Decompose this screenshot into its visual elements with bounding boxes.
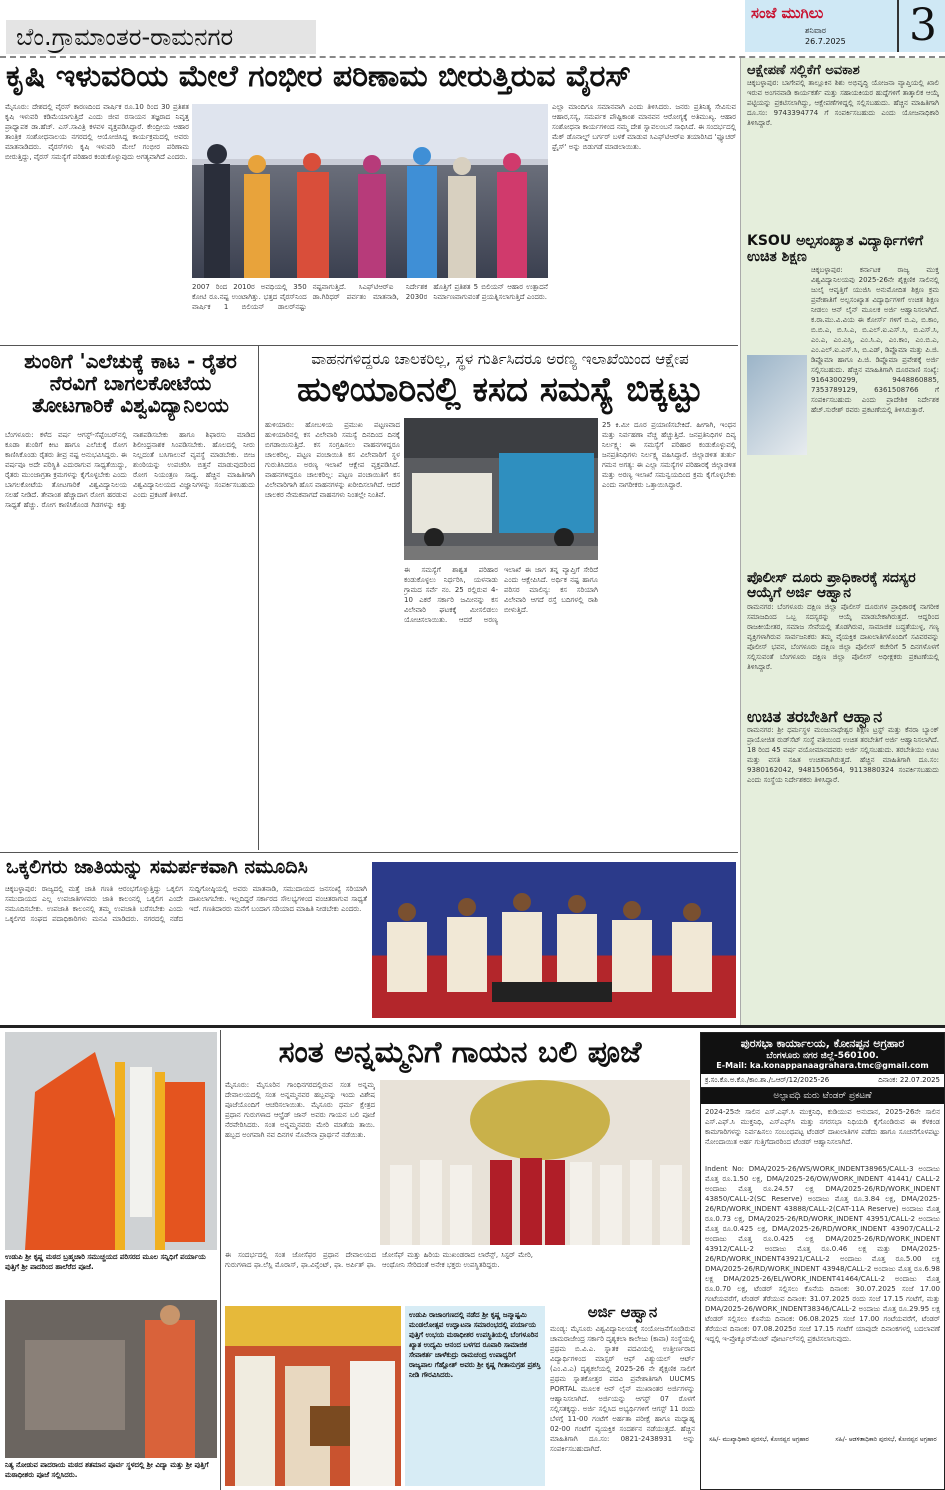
temple-photo [5, 1032, 217, 1250]
article-body: ಎಲ್ಲಾ ಮಾಂದಿಗೂ ಸಮಾನವಾಗಿ ಎಂದು ತಿಳಿಸಿದರು. ಜನರು ಪ್ರತಿನಿತ್ಯ ಸೇವಿಸುವ ಆಹಾರ,ಸಸ್ಯ, ಸಮರ್ಪಕ ಪೌಷ್ಟಿಕಾಂಶ ಮಾನವನ ಆರೋಗ್ಯಕ್ಕೆ ಅತಿಮುಖ್ಯ. ಆಹಾರ ಸಂಶೋಧನಾ ಕಾರ್ಯಗಳಿಂದ ನಮ್ಮ ದೇಶ ಸ್ವಾವಲಂಬನೆ ಸಾಧಿಸಿದೆ. ಈ ಸಂದರ್ಭದಲ್ಲಿ ಮೆಕ್ ಡೊನಾಲ್ಡ್ ಬರ್ಗರ್ ಬಳಕೆ ಮಾಡುವ ಸಿಎಫ್‌ಟಿಆರ್‌ಐ ತಯಾರಿಸಿದ 'ಫ್ಯೂಚರ್ ಫ್ರೈಸ್' ಅನ್ನು ಬಿಡುಗಡೆ ಮಾಡಲಾಯಿತು. [552, 103, 736, 151]
email: E-Mail: ka.konappanaagrahara.tmc@gmail.com [716, 1061, 929, 1070]
photo-caption: ಉಡುಪಿ ರಾಜಾಂಗಣದಲ್ಲಿ ನಡೆದ ಶ್ರೀ ಕೃಷ್ಣ ಜನ್ಮಾಷ್ಟಮಿ ಮಂಡಲೋತ್ಸವ ಉದ್ಘಾಟನಾ ಸಮಾರಂಭದಲ್ಲಿ ಪರ್ಯಾಯ ಪುತ್ತಿಗೆ ಉಭಯ ಮಠಾಧೀಶರ ಉಪಸ್ಥಿತಿಯಲ್ಲಿ ಬೆಂಗಳೂರಿನ ಖ್ಯಾತ ಉದ್ಯಮಿ ಆನಂದ ಬಳಗದ ರೂವಾರಿ ಸಾಮಾಜಿಕ ಸೇವಾಕರ್ತ ಚಾಳೆಕುದ್ರು ರಾಮಚಂದ್ರ ಉಪಾಧ್ಯರಿಗೆ ರಾಜ್ಯಪಾಲ ಗೆಹ್ಲೋತ್ ಅವರು ಶ್ರೀ ಕೃಷ್ಣ ಗೀತಾನುಗ್ರಹ ಪ್ರಶಸ್ತಿ ನೀಡಿ ಗೌರವಿಸಿದರು. [405, 1306, 545, 1486]
shrine-illustration [5, 1032, 217, 1250]
puja-illustration [5, 1300, 217, 1458]
section-title: ಬೆಂ.ಗ್ರಾಮಾಂತರ-ರಾಮನಗರ [6, 20, 316, 54]
garbage-trucks-photo [404, 418, 598, 560]
notice-body: ಚಿಕ್ಕಬಳ್ಳಾಪುರ: ಕರ್ನಾಟಕ ರಾಜ್ಯ ಮುಕ್ತ ವಿಶ್ವವಿದ್ಯಾನಿಲಯವು 2025-26ನೇ ಶೈಕ್ಷಣಿಕ ಸಾಲಿನಲ್ಲಿ ಜುಲೈ ಆವೃತ್ತಿಗೆ ಯುಜಿಸಿ ಅನುಮೋದಿತ ಶಿಕ್ಷಣ ಕ್ರಮ ಪ್ರವೇಶಾತಿಗೆ ಅಲ್ಪಸಂಖ್ಯಾತ ವಿದ್ಯಾರ್ಥಿಗಳಿಗೆ ಉಚಿತ ಶಿಕ್ಷಣ ನೀಡಲು ಆನ್ ಲೈನ್ ಮೂಲಕ ಅರ್ಜಿ ಆಹ್ವಾನಿಸಲಾಗಿದೆ. ಕ.ರಾ.ಮು.ವಿ.ವಿಯ ಈ ಕೋರ್ಸ್ ಗಳಿಗೆ ಬಿ.ಎ, ಬಿ.ಕಾಂ, ಬಿ.ಬಿ.ಎ, ಬಿ.ಸಿ.ಎ, ಬಿ.ಎಲ್.ಐ.ಎಸ್.ಸಿ, ಬಿ.ಎಸ್.ಸಿ, ಎಂ.ಎ, ಎಂ.ಎಸ್ಸಿ, ಎಂ.ಸಿ.ಎ, ಎಂ.ಕಾಂ, ಎಂ.ಬಿ.ಎ, ಎಂ.ಎಲ್.ಐ.ಎಸ್.ಸಿ, ಬಿ.ಎಡ್, ಡಿಪ್ಲೊಮಾ ಮತ್ತು ಪಿ.ಜಿ. ಡಿಪ್ಲೊಮಾ ಹಾಗೂ ಪಿ.ಜಿ. ಡಿಪ್ಲೊಮಾ ಪ್ರವೇಶಕ್ಕೆ ಅರ್ಜಿ ಸಲ್ಲಿಸಬಹುದು. ಹೆಚ್ಚಿನ ಮಾಹಿತಿಗಾಗಿ ದೂರವಾಣಿ ಸಂಖ್ಯೆ: 9164300299, 9448860885, 7353789129, 6361508766 ಗೆ ಸಂಪರ್ಕಿಸಬಹುದು ಎಂದು ಪ್ರಾದೇಶಿಕ ನಿರ್ದೇಶಕ ಹೆಚ್.ಸುರೇಶ್ ರವರು ಪ್ರಕಟಣೆಯಲ್ಲಿ ತಿಳಿಸಿರುತ್ತಾರೆ. [811, 266, 939, 415]
article-body: ಬೆಂಗಳೂರು: ಕಳೆದ ವರ್ಷ ಆಗಸ್ಟ್-ಸೆಪ್ಟೆಂಬರ್‌ನಲ್ಲಿ ಕೂಡಾ ಶುಂಠಿಗೆ ಕೀಟ ಹಾಗೂ ಎಲೆಚುಕ್ಕೆ ರೋಗ ಕಾಣಿಸಿಕೊಂಡು ರೈತರು ತೀವ್ರ ನಷ್ಟ ಅನುಭವಿಸಿದ್ದರು. ಈ ವರ್ಷವೂ ಅದೇ ಪರಿಸ್ಥಿತಿ ಎದುರಾಗುವ ಸಾಧ್ಯತೆಯಿದ್ದು, ರೈತರು ಮುಂಜಾಗ್ರತಾ ಕ್ರಮಗಳನ್ನು ಕೈಗೊಳ್ಳಬೇಕು ಎಂದು ಬಾಗಲಕೋಟೆಯ ತೋಟಗಾರಿಕೆ ವಿಶ್ವವಿದ್ಯಾನಿಲಯ ಸಲಹೆ ನೀಡಿದೆ. ತೇವಾಂಶ ಹೆಚ್ಚಾದಾಗ ರೋಗ ಹರಡುವ ಸಾಧ್ಯತೆ ಹೆಚ್ಚು. ರೋಗ ಕಾಣಿಸಿಕೊಂಡ ಗಿಡಗಳನ್ನು ಕಿತ್ತು ನಾಶಪಡಿಸಬೇಕು ಹಾಗೂ ಶಿಫಾರಸು ಮಾಡಿದ ಶಿಲೀಂಧ್ರನಾಶಕ ಸಿಂಪಡಿಸಬೇಕು. ಹೊಲದಲ್ಲಿ ನೀರು ನಿಲ್ಲದಂತೆ ಬಸಿಗಾಲುವೆ ವ್ಯವಸ್ಥೆ ಮಾಡಬೇಕು. ಬೀಜ ಶುಂಠಿಯನ್ನು ಉಪಚರಿಸಿ ಬಿತ್ತನೆ ಮಾಡುವುದರಿಂದ ರೋಗ ನಿಯಂತ್ರಣ ಸಾಧ್ಯ. ಹೆಚ್ಚಿನ ಮಾಹಿತಿಗಾಗಿ ವಿಶ್ವವಿದ್ಯಾನಿಲಯದ ವಿಜ್ಞಾನಿಗಳನ್ನು ಸಂಪರ್ಕಿಸಬಹುದು ಎಂದು ಪ್ರಕಟಣೆ ತಿಳಿಸಿದೆ. [5, 431, 255, 509]
photo-caption: ನಿತ್ಯ ನೋಡುವ ಪಾದರಾಯ ಮಠದ ಶತಮಾನ ಪೂರ್ವ ಸ್ಥಳದಲ್ಲಿ ಶ್ರೀ ವಿದ್ಯಾ ಮತ್ತು ಶ್ರೀ ಪುತ್ತಿಗೆ ಮಠಾಧೀಶರು ಪೂಜೆ ಸಲ್ಲಿಸಿದರು. [5, 1461, 209, 1479]
article-body: ಮಂಡ್ಯ: ಮೈಸೂರು ವಿಶ್ವವಿದ್ಯಾನಿಲಯಕ್ಕೆ ಸಂಯೋಜನೆಗೊಂಡಿರುವ ಚಾಮರಾಜೇಂದ್ರ ಸರ್ಕಾರಿ ದೃಶ್ಯಕಲಾ ಕಾಲೇಜು (ಕಾವಾ) ಸಂಸ್ಥೆಯಲ್ಲಿ ಪ್ರಥಮ ಬಿ.ವಿ.ಎ. ಸ್ನಾತಕ ಪದವಿಯಲ್ಲಿ ಉತ್ತೀರ್ಣರಾದ ವಿದ್ಯಾರ್ಥಿಗಳಿಂದ ಮಾಸ್ಟರ್ ಆಫ್ ವಿಶ್ಯುಯಲ್ ಆರ್ಟ್ (ಎಂ.ವಿ.ಎ) ದೃಶ್ಯಕಲೆಯಲ್ಲಿ 2025-26 ನೇ ಶೈಕ್ಷಣಿಕ ಸಾಲಿಗೆ ಪ್ರಥಮ ಸ್ನಾತಕೋತ್ತರ ಪದವಿ ಪ್ರವೇಶಾತಿಗಾಗಿ UUCMS PORTAL ಮೂಲಕ ಆನ್ ಲೈನ್ ಮುಖಾಂತರ ಅರ್ಜಿಗಳನ್ನು ಆಹ್ವಾನಿಸಲಾಗಿದೆ. ಅರ್ಜಿಯನ್ನು ಆಗಸ್ಟ್ 07 ರೊಳಗೆ ಸಲ್ಲಿಸತಕ್ಕದ್ದು. ಅರ್ಜಿ ಸಲ್ಲಿಸಿದ ಅಭ್ಯರ್ಥಿಗಳಿಗೆ ಆಗಸ್ಟ್ 11 ರಂದು ಬೆಳಗ್ಗೆ 11-00 ಗಂಟೆಗೆ ಅರ್ಹತಾ ಪರೀಕ್ಷೆ ಹಾಗೂ ಮಧ್ಯಾಹ್ನ 02-00 ಗಂಟೆಗೆ ವ್ಯಯಕ್ತಿಕ ಸಂದರ್ಶನ ನಡೆಯುತ್ತದೆ. ಹೆಚ್ಚಿನ ಮಾಹಿತಿಗಾಗಿ ದೂ.ಸಂ: 0821-2438931 ಅನ್ನು ಸಂಪರ್ಕಿಸಬಹುದಾಗಿದೆ. [550, 1325, 695, 1453]
people-illustration [372, 862, 736, 1018]
divider [0, 852, 738, 853]
headline-okkaligaru: ಒಕ್ಕಲಿಗರು ಜಾತಿಯನ್ನು ಸಮರ್ಪಕವಾಗಿ ನಮೂದಿಸಿ [6, 856, 308, 878]
article-body: ಮೈಸೂರು: ದೇಶದಲ್ಲಿ ವೈರಸ್ ಕಾರಣದಿಂದ ವಾರ್ಷಿಕ ರೂ.10 ರಿಂದ 30 ಪ್ರತಿಶತ ಕೃಷಿ ಇಳುವರಿ ಕಡಿಮೆಯಾಗುತ್ತಿದೆ ಎಂದು ಜೀವ ರಸಾಯನ ತಜ್ಞರಾದ ನಿವೃತ್ತ ಪ್ರಾಧ್ಯಾಪಕ ಡಾ.ಹೆಚ್. ಎಸ್.ಸಾವಿತ್ರಿ ಕಳವಳ ವ್ಯಕ್ತಪಡಿಸಿದ್ದಾರೆ. ಕೇಂದ್ರೀಯ ಆಹಾರ ತಾಂತ್ರಿಕ ಸಂಶೋಧನಾಲಯ ನಗರದಲ್ಲಿ ಆಯೋಜಿಸಿದ್ದ ಕಾರ್ಯಕ್ರಮದಲ್ಲಿ ಅವರು ಮಾತನಾಡಿದರು. ವೈರಸ್‌ಗಳು ಕೃಷಿ ಇಳುವರಿ ಮೇಲೆ ಗಂಭೀರ ಪರಿಣಾಮ ಬೀರುತ್ತಿದ್ದು, ವೈರಸ್ ಸಮಸ್ಯೆಗೆ ಪರಿಹಾರ ಕಂಡುಕೊಳ್ಳುವುದು ಅಗತ್ಯವಾಗಿದೆ ಎಂದರು. [5, 103, 189, 161]
notice-headline: ಪೊಲೀಸ್ ದೂರು ಪ್ರಾಧಿಕಾರಕ್ಕೆ ಸದಸ್ಯರ ಆಯ್ಕೆಗೆ ಅರ್ಜಿ ಆಹ್ವಾನ [747, 570, 916, 602]
event-photo [192, 104, 548, 278]
ref-row [701, 1074, 944, 1088]
article-body: 25 ಕಿ.ಮೀ ದೂರ ಪ್ರಯಾಣಿಸಬೇಕಿದೆ. ಹೀಗಾಗಿ, ಇಂಧನ ಮತ್ತು ನಿರ್ವಹಣಾ ವೆಚ್ಚ ಹೆಚ್ಚುತ್ತಿದೆ. ಜನಪ್ರತಿನಿಧಿಗಳ ದಿವ್ಯ ನಿರ್ಲಕ್ಷ್ಯ: ಈ ಸಮಸ್ಯೆಗೆ ಪರಿಹಾರ ಕಂಡುಕೊಳ್ಳುವಲ್ಲಿ ಜನಪ್ರತಿನಿಧಿಗಳು ನಿರ್ಲಕ್ಷ್ಯ ವಹಿಸಿದ್ದಾರೆ. ಜಿಲ್ಲಾಡಳಿತ ತುರ್ತು ಗಮನ ಅಗತ್ಯ: ಈ ಎಲ್ಲಾ ಸಮಸ್ಯೆಗಳ ಪರಿಹಾರಕ್ಕೆ ಜಿಲ್ಲಾಡಳಿತ ಮತ್ತು ಅರಣ್ಯ ಇಲಾಖೆ ಸಮನ್ವಯದಿಂದ ಕ್ರಮ ಕೈಗೊಳ್ಳಬೇಕು ಎಂದು ನಾಗರೀಕರು ಒತ್ತಾಯಿಸಿದ್ದಾರೆ. [602, 421, 736, 489]
notice-headline: ಉಚಿತ ತರಬೇತಿಗೆ ಆಹ್ವಾನ [747, 706, 883, 726]
article-body: ಮೈಸೂರು: ಮೈಸೂರಿನ ಗಾಂಧಿನಗರದಲ್ಲಿರುವ ಸಂತ ಅನ್ನಮ್ಮ ದೇವಾಲಯದಲ್ಲಿ ಸಂತ ಅನ್ನಮ್ಮನವರ ಹಬ್ಬವನ್ನು ಇಂದು ವಿಶೇಷ ಪೂಜೆಯೊಂದಿಗೆ ಆಚರಿಸಲಾಯಿತು. ಮೈಸೂರು ಧರ್ಮ ಕ್ಷೇತ್ರದ ಪ್ರಧಾನ ಗುರುಗಳಾದ ಆಲ್ಫ್ರೆಡ್ ಜಾನ್ ಅವರು ಗಾಯನ ಬಲಿ ಪೂಜೆ ನೆರವೇರಿಸಿದರು. ಸಂತ ಅನ್ನಮ್ಮನವರು ಮೇರಿ ಮಾತೆಯ ತಾಯಿ. ಹಬ್ಬದ ಅಂಗವಾಗಿ ನವ ದಿನಗಳ ನೊವೇನಾ ಪ್ರಾರ್ಥನೆ ನಡೆಯಿತು. [225, 1081, 375, 1139]
ref-number: ಕ್ರ.ಸಂ.ಕೊ.ಅ.ಕೊ./ಕಾಂ.ಶಾ./ಒಆರ್/12/2025-26 [705, 1076, 830, 1084]
press-meet-photo [372, 862, 736, 1018]
laptop-photo [747, 355, 807, 455]
kicker: ವಾಹನಗಳಿದ್ದರೂ ಚಾಲಕರಿಲ್ಲ, ಸ್ಥಳ ಗುರ್ತಿಸಿದರೂ ಅರಣ್ಯ ಇಲಾಖೆಯಿಂದ ಆಕ್ಷೇಪ [311, 350, 689, 368]
district: ಬೆಂಗಳೂರು ನಗರ ಜಿಲ್ಲೆ-560100. [766, 1051, 879, 1061]
headline-ginger: ಶುಂಠಿಗೆ 'ಎಲೆಚುಕ್ಕೆ ಕಾಟ - ರೈತರ ನೆರವಿಗೆ ಬಾಗಲಕೋಟೆಯ ತೋಟಗಾರಿಕೆ ವಿಶ್ವವಿದ್ಯಾನಿಲಯ [24, 349, 237, 417]
notice-headline: KSOU ಅಲ್ಪಸಂಖ್ಯಾತ ವಿದ್ಯಾರ್ಥಿಗಳಿಗೆ ಉಚಿತ ಶಿಕ್ಷಣ [747, 233, 924, 265]
article-body: ಈ ಸಂದರ್ಭದಲ್ಲಿ ಸಂತ ಜೋಸೆಫರ ಪ್ರಧಾನ ದೇವಾಲಯದ ಗುರುಗಳಾದ ಫಾ.ಲೆಸ್ಲಿ ಮೊರಾಸ್, ಫಾ.ವಿನ್ಸೆಂಟ್, ಫಾ. ಅರ್ಪಿತ್ ಫಾ. ಜೋಸೆಫ್ ಮತ್ತು ಹಿರಿಯ ಮುಖಂಡರಾದ ಲಾರೆನ್ಸ್, ಸಿಸ್ಟರ್ ಮೇರಿ, ಆಂಥೋನಿ ಸೇರಿದಂತೆ ಅನೇಕ ಭಕ್ತರು ಉಪಸ್ಥಿತರಿದ್ದರು. [225, 1251, 533, 1269]
tender-notice [700, 1032, 945, 1490]
headline-arji: ಅರ್ಜಿ ಆಹ್ವಾನ [587, 1303, 658, 1321]
congregation-illustration [380, 1080, 690, 1245]
headline-virus: ಕೃಷಿ ಇಳುವರಿಯ ಮೇಲೆ ಗಂಭೀರ ಪರಿಣಾಮ ಬೀರುತ್ತಿರುವ ವೈರಸ್ [6, 59, 632, 94]
notice-body: ರಾಮನಗರ: ಶ್ರೀ ಧರ್ಮಸ್ಥಳ ಮಂಜುನಾಥೇಶ್ವರ ಶಿಕ್ಷಣ ಟ್ರಸ್ಟ್ ಮತ್ತು ಕೆನರಾ ಬ್ಯಾಂಕ್ ಪ್ರಾಯೋಜಿತ ರುಡ್‌ಸೆಟ್ ಸಂಸ್ಥೆ ವತಿಯಿಂದ ಉಚಿತ ತರಬೇತಿಗೆ ಅರ್ಜಿ ಆಹ್ವಾನಿಸಲಾಗಿದೆ. 18 ರಿಂದ 45 ವರ್ಷ ವಯೋಮಾನದವರು ಅರ್ಜಿ ಸಲ್ಲಿಸಬಹುದು. ತರಬೇತಿಯು ಊಟ ಮತ್ತು ವಸತಿ ಸಹಿತ ಉಚಿತವಾಗಿರುತ್ತದೆ. ಹೆಚ್ಚಿನ ಮಾಹಿತಿಗಾಗಿ ದೂ.ಸಂ: 9380162042, 9481506564, 9113880324 ಸಂಪರ್ಕಿಸಬಹುದು ಎಂದು ಸಂಸ್ಥೆಯ ನಿರ್ದೇಶಕರು ತಿಳಿಸಿದ್ದಾರೆ. [747, 726, 939, 785]
date: 26.7.2025 [805, 37, 846, 46]
divider [0, 1025, 945, 1028]
article-body: 2007 ರಿಂದ 2010ರ ಅವಧಿಯಲ್ಲಿ 350 ಕೋಟಿ ರೂ.ನಷ್ಟ ಉಂಟಾಗಿತ್ತು. ಭತ್ತದ ವೈರಸ್‌ನಿಂದ ವಾರ್ಷಿಕ 1 ಬಿಲಿಯನ್ ಡಾಲರ್‌ನಷ್ಟು ನಷ್ಟವಾಗುತ್ತಿದೆ. ಸಿಎಫ್‌ಟಿಆರ್‌ಐ ನಿರ್ದೇಶಕ ಡಾ.ಗಿರಿಧರ್ ಪರ್ವತಂ ಮಾತನಾಡಿ, 2030ರ ಹೊತ್ತಿಗೆ ಪ್ರತಿಶತ 5 ಬಿಲಿಯನ್ ಆಹಾರ ಉತ್ಪಾದನೆ ನಿರ್ಮಾಣವಾಗುವಂತೆ ಪ್ರಯತ್ನಿಸಲಾಗುತ್ತಿದೆ ಎಂದರು. [192, 283, 548, 311]
article-body: ಹುಳಿಯಾರು: ಹೋಬಳಿಯ ಪ್ರಮುಖ ಪಟ್ಟಣವಾದ ಹುಳಿಯಾರಿನಲ್ಲಿ ಕಸ ವಿಲೇವಾರಿ ಸಮಸ್ಯೆ ದಿನದಿಂದ ದಿನಕ್ಕೆ ಬಿಗಡಾಯಿಸುತ್ತಿದೆ. ಕಸ ಸಂಗ್ರಹಿಸಲು ವಾಹನಗಳಿದ್ದರೂ ಚಾಲಕರಿಲ್ಲ. ಪಟ್ಟಣ ಪಂಚಾಯಿತಿ ಕಸ ವಿಲೇವಾರಿಗೆ ಸ್ಥಳ ಗುರುತಿಸಿದರೂ ಅರಣ್ಯ ಇಲಾಖೆ ಆಕ್ಷೇಪ ವ್ಯಕ್ತಪಡಿಸಿದೆ. ವಾಹನಗಳಿದ್ದರೂ ಚಾಲಕರಿಲ್ಲ: ಪಟ್ಟಣ ಪಂಚಾಯಿತಿಗೆ ಕಸ ವಿಲೇವಾರಿಗಾಗಿ ಹೊಸ ವಾಹನಗಳನ್ನು ಖರೀದಿಸಲಾಗಿದೆ. ಆದರೆ ಚಾಲಕರ ನೇಮಕವಾಗದೆ ವಾಹನಗಳು ನಿಂತಲ್ಲೇ ನಿಂತಿವೆ. [265, 421, 400, 499]
photo-caption: ಉಡುಪಿ ಶ್ರೀ ಕೃಷ್ಣ ಮಠದ ಬ್ರಹ್ಮಚಾರಿ ಸಮುಚ್ಚಯದ ಪರಿಸರದ ಮೂಲ ಸನ್ನಿಧಿಗೆ ಪರ್ಯಾಯ ಪುತ್ತಿಗೆ ಶ್ರೀ ಪಾದರಿಂದ ಹಾಲೆರೆದ ಪೂಜೆ. [5, 1253, 206, 1271]
article-body: ಚಿಕ್ಕಬಳ್ಳಾಪುರ: ರಾಜ್ಯದಲ್ಲಿ ಮತ್ತೆ ಜಾತಿ ಗಣತಿ ಆರಂಭಗೊಳ್ಳುತ್ತಿದ್ದು ಒಕ್ಕಲಿಗ ಸಮುದಾಯದ ಎಲ್ಲ ಉಪಜಾತಿಗಳವರು ಜಾತಿ ಕಾಲಂನಲ್ಲಿ ಒಕ್ಕಲಿಗ ಎಂದೇ ನಮೂದಿಸಬೇಕು. ಉಪಜಾತಿ ಕಾಲಂನಲ್ಲಿ ತಮ್ಮ ಉಪಜಾತಿ ಬರೆಸಬೇಕು ಎಂದು ಒಕ್ಕಲಿಗರ ಸಂಘದ ಪದಾಧಿಕಾರಿಗಳು ಮನವಿ ಮಾಡಿದರು. ನಗರದಲ್ಲಿ ನಡೆದ ಸುದ್ದಿಗೋಷ್ಠಿಯಲ್ಲಿ ಅವರು ಮಾತನಾಡಿ, ಸಮುದಾಯದ ಜನಸಂಖ್ಯೆ ಸರಿಯಾಗಿ ದಾಖಲಾಗಬೇಕು. ಇಲ್ಲದಿದ್ದರೆ ಸರ್ಕಾರದ ಸೌಲಭ್ಯಗಳಿಂದ ವಂಚಿತರಾಗುವ ಸಾಧ್ಯತೆ ಇದೆ. ಗಣತಿದಾರರು ಮನೆಗೆ ಬಂದಾಗ ಸರಿಯಾದ ಮಾಹಿತಿ ನೀಡಬೇಕು ಎಂದರು. [5, 885, 367, 923]
award-photo [225, 1306, 401, 1486]
notice-headline: ಆಕ್ಷೇಪಣೆ ಸಲ್ಲಿಕೆಗೆ ಅವಕಾಶ [747, 63, 860, 78]
divider [220, 1030, 221, 1490]
swamiji-photo [5, 1300, 217, 1458]
day: ಶನಿವಾರ [805, 26, 827, 35]
tender-title: ಅಲ್ಪಾವಧಿ ಮರು ಟೆಂಡರ್ ಪ್ರಕಟಣೆ [701, 1088, 944, 1104]
masthead [745, 0, 945, 52]
divider [0, 345, 738, 346]
signature-left: ಸಹಿ/- ಮುಖ್ಯಾಧಿಕಾರಿ ಪುರಸಭೆ, ಕೋನಪ್ಪನ ಅಗ್ರಹಾರ [709, 1436, 809, 1443]
tender-intro: 2024-25ನೇ ಸಾಲಿನ ಎಸ್.ಎಫ್.ಸಿ ಮುಕ್ತನಿಧಿ, ಕುಡಿಯುವ ಅನುದಾನ, 2025-26ನೇ ಸಾಲಿನ ಎಸ್.ಎಫ್.ಸಿ ಮುಕ್ತನಿಧಿ, ಎಸ್‌ಎಫ್‌ಸಿ ಮತ್ತು ನಗರಸಭಾ ನಿಧಿಯಡಿ ಕೈಗೊಂಡಿರುವ ಈ ಕೆಳಕಂಡ ಕಾಮಗಾರಿಗಳನ್ನು ನಿರ್ವಹಿಸಲು ಸಂಬಂಧಪಟ್ಟ ಟೆಂಡರ್ ದಾಖಲಾತಿಗಳ ಪಡೆದು ಹಾಗೂ ಸೂಚನೆಗೊಳಪಟ್ಟು ನೋಂದಾಯಿತ ಅರ್ಹ ಗುತ್ತಿಗೆದಾರರಿಂದ ಟೆಂಡರ್ ಆಹ್ವಾನಿಸಲಾಗಿದೆ. [705, 1108, 940, 1146]
people-illustration [192, 104, 548, 278]
headline-garbage: ಹುಳಿಯಾರಿನಲ್ಲಿ ಕಸದ ಸಮಸ್ಯೆ ಬಿಕ್ಕಟ್ಟು [296, 370, 704, 410]
notice-body: ಚಿಕ್ಕಬಳ್ಳಾಪುರ: ಬಾಗೇಪಲ್ಲಿ ತಾಲ್ಲೂಕಿನ ಶಿಶು ಅಭಿವೃದ್ಧಿ ಯೋಜನಾ ವ್ಯಾಪ್ತಿಯಲ್ಲಿ ಖಾಲಿ ಇರುವ ಅಂಗನವಾಡಿ ಕಾರ್ಯಕರ್ತೆ ಮತ್ತು ಸಹಾಯಕಿಯರ ಹುದ್ದೆಗಳಿಗೆ ತಾತ್ಕಾಲಿಕ ಆಯ್ಕೆ ಪಟ್ಟಿಯನ್ನು ಪ್ರಕಟಿಸಲಾಗಿದ್ದು, ಆಕ್ಷೇಪಣೆಗಳಿದ್ದಲ್ಲಿ ಸಲ್ಲಿಸಬಹುದು. ಹೆಚ್ಚಿನ ಮಾಹಿತಿಗಾಗಿ ದೂ.ಸಂ: 9743394774 ಗೆ ಸಂಪರ್ಕಿಸಬಹುದು ಎಂದು ಯೋಜನಾಧಿಕಾರಿ ತಿಳಿಸಿದ್ದಾರೆ. [747, 79, 939, 128]
signature-right: ಸಹಿ/- ಆಡಳಿತಾಧಿಕಾರಿ ಪುರಸಭೆ, ಕೋನಪ್ಪನ ಅಗ್ರಹಾರ [835, 1436, 937, 1443]
tender-date: ದಿನಾಂಕ: 22.07.2025 [878, 1076, 940, 1084]
trucks-illustration [404, 418, 598, 560]
office-name: ಪುರಸಭಾ ಕಾರ್ಯಾಲಯ, ಕೋನಪ್ಪನ ಅಗ್ರಹಾರ [740, 1037, 905, 1050]
paper-name: ಸಂಜೆ ಮುಗಿಲು [751, 4, 824, 22]
headline-annamma: ಸಂತ ಅನ್ನಮ್ಮನಿಗೆ ಗಾಯನ ಬಲಿ ಪೂಜೆ [278, 1035, 642, 1070]
divider [258, 345, 259, 850]
page-number: 3 [897, 0, 937, 52]
award-illustration [225, 1306, 401, 1486]
article-body: ಈ ಸಮಸ್ಯೆಗೆ ಶಾಶ್ವತ ಪರಿಹಾರ ಕಂಡುಕೊಳ್ಳಲು ನಿರ್ಧರಿಸಿ, ಯಳನಾಡು ಗ್ರಾಮದ ಸರ್ವೆ ನಂ. 25 ರಲ್ಲಿರುವ 4-10 ಎಕರೆ ಸರ್ಕಾರಿ ಜಮೀನನ್ನು ಕಸ ವಿಲೇವಾರಿ ಘಟಕಕ್ಕೆ ಮೀಸಲಿಡಲು ಯೋಚಿಸಲಾಯಿತು. ಆದರೆ ಅರಣ್ಯ ಇಲಾಖೆ ಈ ಜಾಗ ತನ್ನ ವ್ಯಾಪ್ತಿಗೆ ಸೇರಿದೆ ಎಂದು ಆಕ್ಷೇಪಿಸಿದೆ. ಅರ್ಥಿಕ ನಷ್ಟ ಹಾಗೂ ಪರಿಸರ ಮಾಲಿನ್ಯ: ಕಸ ಸರಿಯಾಗಿ ವಿಲೇವಾರಿ ಆಗದೆ ರಸ್ತೆ ಬದಿಗಳಲ್ಲಿ ರಾಶಿ ಬೀಳುತ್ತಿದೆ. [404, 566, 598, 624]
tender-indents: Indent No: DMA/2025-26/WS/WORK_INDENT38965/CALL-3 ಅಂದಾಜು ಮೊತ್ತ ರೂ.1.50 ಲಕ್ಷ, DMA/2025-26/OW/WORK_INDENT 41441/ CALL-2 ಅಂದಾಜು ಮೊತ್ತ ರೂ.24.57 ಲಕ್ಷ DMA/2025-26/RD/WORK_INDENT 43850/CALL-2(SC Reserve) ಅಂದಾಜು ಮೊತ್ತ ರೂ.3.84 ಲಕ್ಷ, DMA/2025-26/RD/WORK_INDENT 43888/CALL-2(CAT-11A Reserve) ಅಂದಾಜು ಮೊತ್ತ ರೂ.0.73 ಲಕ್ಷ, DMA/2025-26/RD/WORK_INDENT 43951/CALL-2 ಅಂದಾಜು ಮೊತ್ತ ರೂ.0.425 ಲಕ್ಷ, DMA/2025-26/RD/WORK_INDENT 43907/CALL-2 ಅಂದಾಜು ಮೊತ್ತ ರೂ.0.425 ಲಕ್ಷ DMA/2025-26/RD/WORK_INDENT 43912/CALL-2 ಅಂದಾಜು ಮೊತ್ತ ರೂ.0.46 ಲಕ್ಷ ಮತ್ತು DMA/2025-26/RD/WORK_INDENT43921/CALL-2 ಅಂದಾಜು ಮೊತ್ತ ರೂ.5.00 ಲಕ್ಷ DMA/2025-26/RD/WORK_INDENT 43948/CALL-2 ಅಂದಾಜು ಮೊತ್ತ ರೂ.6.98 ಲಕ್ಷ DMA/2025-26/EL/WORK_INDENT41464/CALL-2 ಅಂದಾಜು ಮೊತ್ತ ರೂ.0.70 ಲಕ್ಷ, ಟೆಂಡರ್ ಸಲ್ಲಿಸಲು ಕೊನೆಯ ದಿನಾಂಕ: 30.07.2025 ಸಂಜೆ 17.00 ಗಂಟೆಯವರೆಗೆ, ಟೆಂಡರ್ ತೆರೆಯುವ ದಿನಾಂಕ: 31.07.2025 ರಂದು ಸಂಜೆ 17.15 ಗಂಟೆಗೆ, ಮತ್ತು DMA/2025-26/WORK_INDENT38346/CALL-2 ಅಂದಾಜು ಮೊತ್ತ ರೂ.29.95 ಲಕ್ಷ ಟೆಂಡರ್ ಸಲ್ಲಿಸಲು ಕೊನೆಯ ದಿನಾಂಕ: 06.08.2025 ಸಂಜೆ 17.00 ಗಂಟೆಯವರೆಗೆ, ಟೆಂಡರ್ ತೆರೆಯುವ ದಿನಾಂಕ: 07.08.2025ರ ಸಂಜೆ 17.15 ಗಂಟೆಗೆ ಯಾವುದೇ ದಿನಾಂಕಗಳಲ್ಲಿ ಬದಲಾವಣೆ ಇದ್ದಲ್ಲಿ ಇ-ಪ್ರೊಕ್ಯೂರ್‌ಮೆಂಟ್ ಪೋರ್ಟಲ್‌ನಲ್ಲಿ ಪ್ರಕಟಿಸಲಾಗುವುದು. [705, 1165, 940, 1343]
church-photo [380, 1080, 690, 1245]
notice-body: ರಾಮನಗರ: ಬೆಂಗಳೂರು ದಕ್ಷಿಣ ಜಿಲ್ಲಾ ಪೊಲೀಸ್ ದೂರುಗಳ ಪ್ರಾಧಿಕಾರಕ್ಕೆ ನಾಗರೀಕ ಸಮಾಜದಿಂದ ಒಬ್ಬ ಸದಸ್ಯರನ್ನು ಆಯ್ಕೆ ಮಾಡಬೇಕಾಗಿರುತ್ತದೆ. ಆದ್ದರಿಂದ ರಾಜಕೀಯೇತರ, ಸಮಾಜ ಸೇವೆಯಲ್ಲಿ ತೊಡಗಿರುವ, ಸಾಮಾಜಿಕ ಬದ್ಧತೆಯುಳ್ಳ, ಗಣ್ಯ ವ್ಯಕ್ತಿಗಳಾಗಿರುವ ಸಾರ್ವಜನಿಕರು ತಮ್ಮ ವೈಯಕ್ತಿಕ ದಾಖಲಾತಿಗಳೊಂದಿಗೆ ಸವಿವರವನ್ನು ಪೊಲೀಸ್ ಭವನ, ಬೆಂಗಳೂರು ದಕ್ಷಿಣ ಜಿಲ್ಲಾ ಪೊಲೀಸ್ ಕಚೇರಿಗೆ 5 ದಿನಗಳೊಳಗೆ ಸಲ್ಲಿಸುವಂತೆ ಬೆಂಗಳೂರು ದಕ್ಷಿಣ ಜಿಲ್ಲಾ ಪೊಲೀಸ್ ಅಧೀಕ್ಷಕರು ಪ್ರಕಟಣೆಯಲ್ಲಿ ತಿಳಿಸಿದ್ದಾರೆ. [747, 602, 939, 671]
notices-sidebar [740, 58, 945, 1025]
tender-header [701, 1033, 944, 1074]
